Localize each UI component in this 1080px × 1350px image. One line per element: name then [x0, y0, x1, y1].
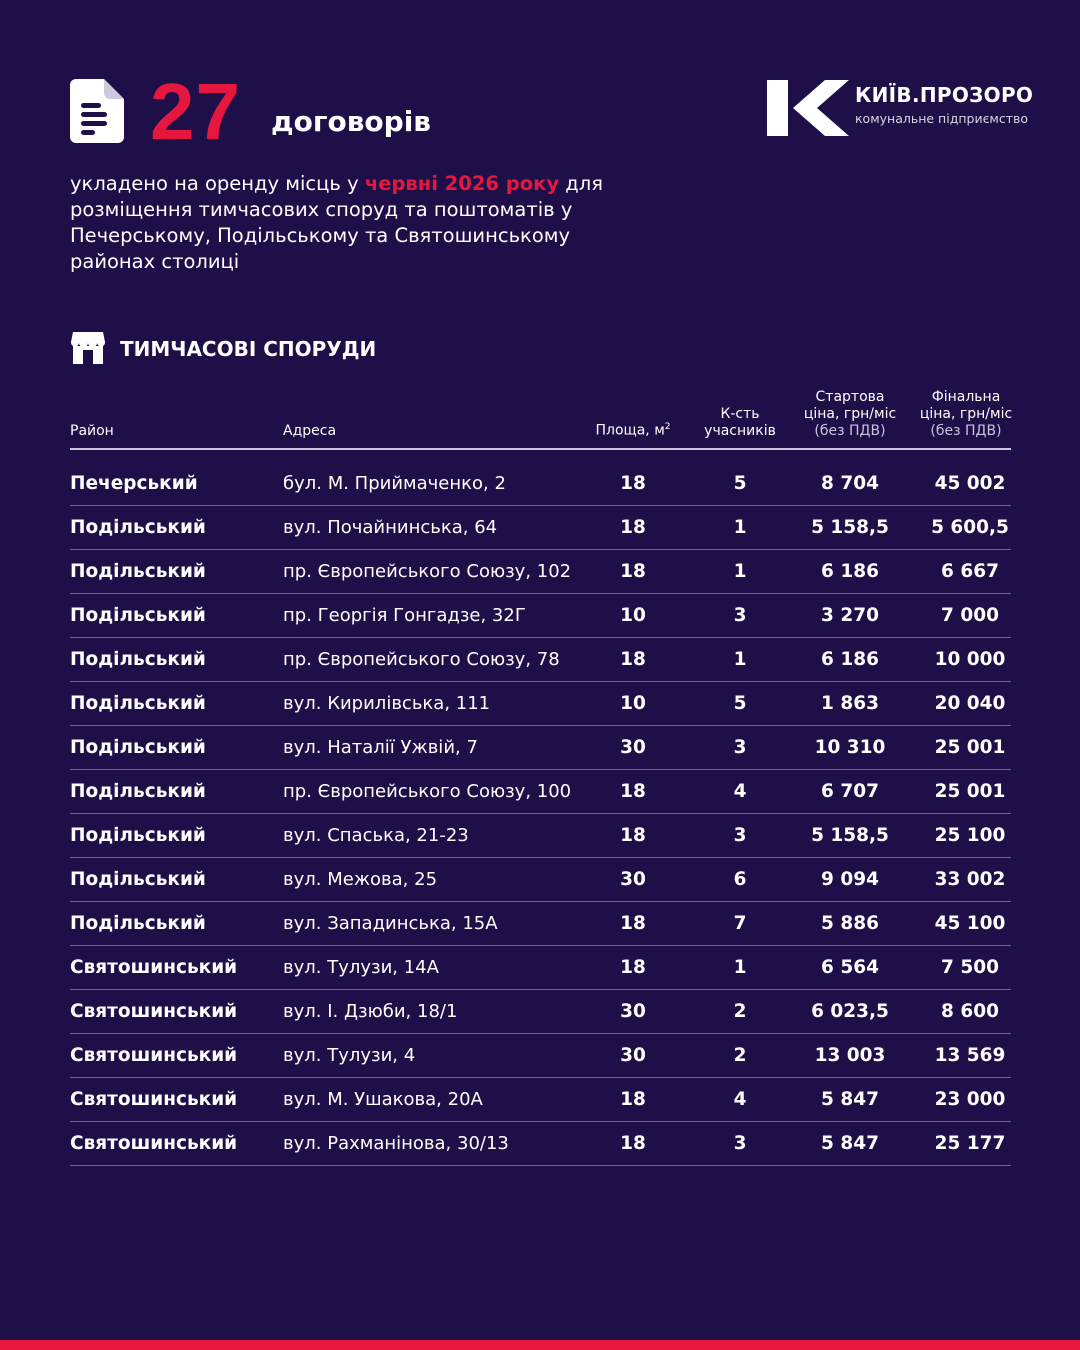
- address-cell: вул. Рахманінова, 30/13: [283, 1133, 509, 1154]
- header-start-line2: ціна, грн/міс: [803, 406, 897, 422]
- table-body: [70, 450, 1011, 1166]
- final-price-cell: 25 177: [934, 1133, 1006, 1154]
- table-header: [70, 390, 1011, 450]
- header-start-line3: (без ПДВ): [814, 423, 886, 439]
- area-cell: 10: [620, 693, 646, 714]
- final-price-cell: 7 000: [941, 605, 999, 626]
- start-price-cell: 6 707: [821, 781, 879, 802]
- address-cell: вул. Тулузи, 4: [283, 1045, 416, 1066]
- address-cell: вул. Почайнинська, 64: [283, 517, 498, 538]
- participants-cell: 4: [733, 781, 747, 802]
- district-cell: Подільський: [70, 913, 206, 934]
- final-price-cell: 5 600,5: [931, 517, 1009, 538]
- table-row: [70, 726, 1011, 770]
- storefront-icon: [70, 330, 106, 364]
- final-price-cell: 7 500: [941, 957, 999, 978]
- participants-cell: 1: [733, 957, 747, 978]
- table-row: [70, 638, 1011, 682]
- start-price-cell: 5 847: [821, 1089, 879, 1110]
- header-final-line1: Фінальна: [931, 389, 1001, 405]
- start-price-cell: 5 158,5: [811, 517, 889, 538]
- participants-cell: 6: [733, 869, 747, 890]
- participants-cell: 3: [733, 1133, 747, 1154]
- participants-cell: 2: [733, 1045, 747, 1066]
- intro-text: [70, 171, 630, 275]
- district-cell: Подільський: [70, 561, 206, 582]
- address-cell: вул. Тулузи, 14А: [283, 957, 439, 978]
- address-cell: вул. Западинська, 15А: [283, 913, 498, 934]
- start-price-cell: 3 270: [821, 605, 879, 626]
- start-price-cell: 8 704: [821, 473, 879, 494]
- district-cell: Подільський: [70, 649, 206, 670]
- header-participants-line1: К-сть: [720, 406, 760, 422]
- table-row: [70, 462, 1011, 506]
- final-price-cell: 45 100: [934, 913, 1006, 934]
- district-cell: Святошинський: [70, 957, 238, 978]
- participants-cell: 3: [733, 737, 747, 758]
- district-cell: Подільський: [70, 517, 206, 538]
- start-price-cell: 5 847: [821, 1133, 879, 1154]
- final-price-cell: 6 667: [941, 561, 999, 582]
- final-price-cell: 8 600: [941, 1001, 999, 1022]
- area-cell: 30: [620, 1001, 646, 1022]
- table-row: [70, 814, 1011, 858]
- final-price-cell: 33 002: [934, 869, 1006, 890]
- k-logo-icon: [767, 80, 849, 136]
- district-cell: Подільський: [70, 825, 206, 846]
- district-cell: Подільський: [70, 737, 206, 758]
- logo-subtitle: комунальне підприємство: [855, 111, 1029, 126]
- document-icon: [70, 79, 124, 143]
- address-cell: вул. Спаська, 21-23: [283, 825, 469, 846]
- table-row: [70, 682, 1011, 726]
- intro-before: укладено на оренду місць у: [70, 172, 365, 195]
- area-cell: 18: [620, 1089, 646, 1110]
- final-price-cell: 25 001: [934, 781, 1006, 802]
- address-cell: вул. Межова, 25: [283, 869, 438, 890]
- area-cell: 18: [620, 1133, 646, 1154]
- district-cell: Подільський: [70, 869, 206, 890]
- start-price-cell: 6 186: [821, 649, 879, 670]
- start-price-cell: 6 564: [821, 957, 879, 978]
- address-cell: пр. Георгія Гонгадзе, 32Г: [283, 605, 526, 626]
- participants-cell: 5: [733, 693, 747, 714]
- table-row: [70, 594, 1011, 638]
- final-price-cell: 13 569: [934, 1045, 1006, 1066]
- header-participants: [690, 406, 790, 440]
- participants-cell: 2: [733, 1001, 747, 1022]
- intro-highlight: червні 2026 року: [364, 172, 560, 195]
- district-cell: Подільський: [70, 781, 206, 802]
- final-price-cell: 20 040: [934, 693, 1006, 714]
- area-cell: 18: [620, 913, 646, 934]
- table-row: [70, 1078, 1011, 1122]
- start-price-cell: 1 863: [821, 693, 879, 714]
- kyiv-prozoro-logo: [767, 80, 1037, 136]
- table-row: [70, 550, 1011, 594]
- address-cell: пр. Європейського Союзу, 102: [283, 561, 572, 582]
- participants-cell: 3: [733, 825, 747, 846]
- table-row: [70, 990, 1011, 1034]
- final-price-cell: 10 000: [934, 649, 1006, 670]
- final-price-cell: 25 100: [934, 825, 1006, 846]
- start-price-cell: 5 158,5: [811, 825, 889, 846]
- area-cell: 10: [620, 605, 646, 626]
- header-area-sup: 2: [664, 422, 671, 433]
- table-row: [70, 770, 1011, 814]
- address-cell: бул. М. Приймаченко, 2: [283, 473, 506, 494]
- table-row: [70, 946, 1011, 990]
- contracts-label: договорів: [271, 105, 432, 138]
- district-cell: Святошинський: [70, 1045, 238, 1066]
- address-cell: пр. Європейського Союзу, 100: [283, 781, 572, 802]
- start-price-cell: 6 186: [821, 561, 879, 582]
- district-cell: Подільський: [70, 693, 206, 714]
- participants-cell: 4: [733, 1089, 747, 1110]
- area-cell: 18: [620, 473, 646, 494]
- area-cell: 18: [620, 649, 646, 670]
- header-start-line1: Стартова: [815, 389, 885, 405]
- address-cell: вул. М. Ушакова, 20А: [283, 1089, 483, 1110]
- bottom-accent-bar: [0, 1340, 1080, 1350]
- district-cell: Святошинський: [70, 1133, 238, 1154]
- district-cell: Святошинський: [70, 1089, 238, 1110]
- final-price-cell: 25 001: [934, 737, 1006, 758]
- header-participants-line2: учасників: [704, 423, 776, 439]
- section-title: ТИМЧАСОВІ СПОРУДИ: [120, 337, 377, 361]
- header-start-price: [792, 389, 908, 440]
- area-cell: 30: [620, 869, 646, 890]
- contracts-count: 27: [150, 67, 241, 156]
- header-final-line3: (без ПДВ): [930, 423, 1002, 439]
- address-cell: пр. Європейського Союзу, 78: [283, 649, 560, 670]
- participants-cell: 1: [733, 649, 747, 670]
- header-final-line2: ціна, грн/міс: [919, 406, 1013, 422]
- table-row: [70, 506, 1011, 550]
- address-cell: вул. Кирилівська, 111: [283, 693, 491, 714]
- start-price-cell: 10 310: [814, 737, 886, 758]
- logo-title: КИЇВ.ПРОЗОРО: [855, 83, 1034, 107]
- start-price-cell: 9 094: [821, 869, 879, 890]
- area-cell: 18: [620, 957, 646, 978]
- contracts-table: [70, 390, 1011, 1166]
- participants-cell: 1: [733, 517, 747, 538]
- area-cell: 30: [620, 737, 646, 758]
- header-final-price: [908, 389, 1024, 440]
- area-cell: 18: [620, 825, 646, 846]
- participants-cell: 5: [733, 473, 747, 494]
- header-address: Адреса: [283, 423, 337, 439]
- participants-cell: 7: [733, 913, 747, 934]
- address-cell: вул. І. Дзюби, 18/1: [283, 1001, 458, 1022]
- header-area-label: Площа, м: [595, 423, 665, 439]
- district-cell: Печерський: [70, 473, 198, 494]
- address-cell: вул. Наталії Ужвій, 7: [283, 737, 478, 758]
- final-price-cell: 45 002: [934, 473, 1006, 494]
- area-cell: 30: [620, 1045, 646, 1066]
- table-row: [70, 858, 1011, 902]
- table-row: [70, 1034, 1011, 1078]
- participants-cell: 3: [733, 605, 747, 626]
- area-cell: 18: [620, 781, 646, 802]
- start-price-cell: 5 886: [821, 913, 879, 934]
- table-row: [70, 1122, 1011, 1166]
- district-cell: Святошинський: [70, 1001, 238, 1022]
- district-cell: Подільський: [70, 605, 206, 626]
- table-row: [70, 902, 1011, 946]
- header-area: [583, 419, 683, 440]
- intro-after: для розміщення тимчасових споруд та поштоматів у Печерському, Подільському та Святошинському районах столиці: [70, 172, 603, 273]
- start-price-cell: 13 003: [814, 1045, 886, 1066]
- start-price-cell: 6 023,5: [811, 1001, 889, 1022]
- participants-cell: 1: [733, 561, 747, 582]
- final-price-cell: 23 000: [934, 1089, 1006, 1110]
- header-district: Район: [70, 423, 114, 439]
- area-cell: 18: [620, 561, 646, 582]
- area-cell: 18: [620, 517, 646, 538]
